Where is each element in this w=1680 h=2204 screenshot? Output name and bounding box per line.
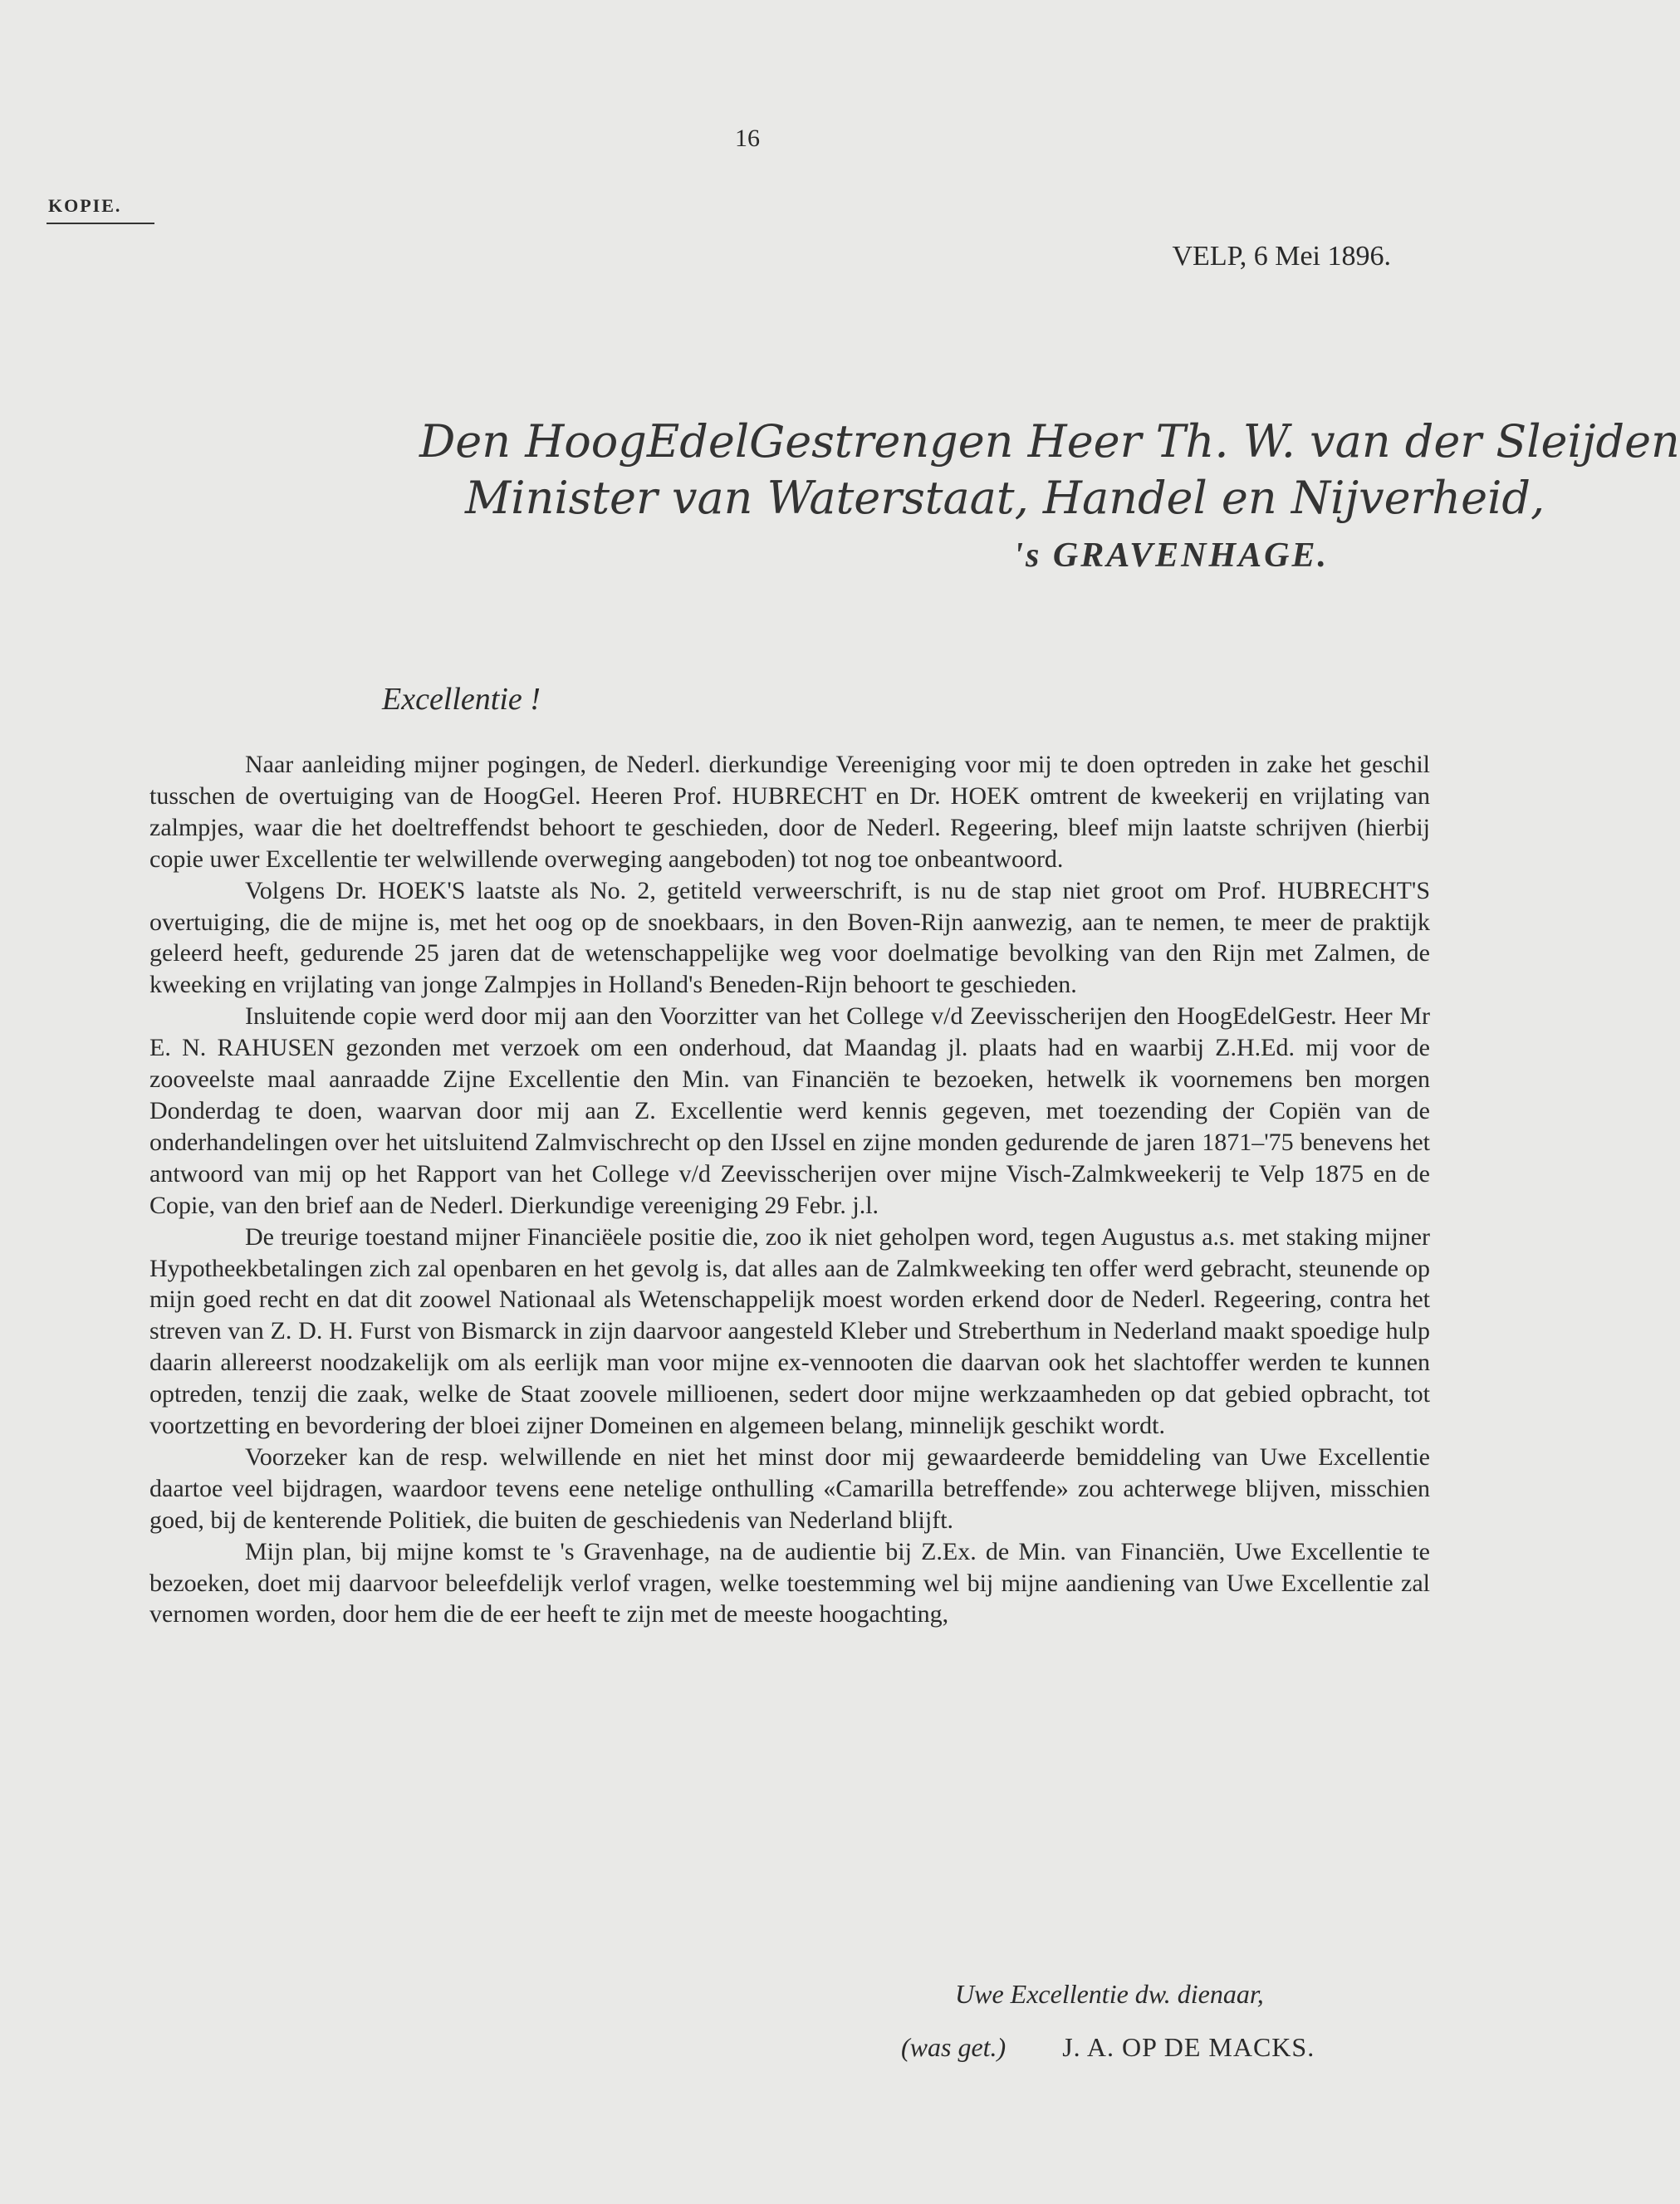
address-line-2: Minister van Waterstaat, Handel en Nijverheid, (465, 472, 1545, 524)
salutation: Excellentie ! (382, 682, 541, 717)
paragraph: De treurige toestand mijner Financiëele positie die, zoo ik niet geholpen word, tegen Augustus a.s. met staking mijner Hypotheekbetalingen zich zal openbaren en het gevolg is, dat alles aan de Zalmkweeking ten offer werd gebracht, steunende op mijn goed recht en dat dit zoowel Nationaal als Wetenschappelijk moest worden erkend door de Nederl. Regeering, contra het streven van Z. D. H. Furst von Bismarck in zijn daarvoor aangesteld Kleber und Streberthum in Nederland maakt spoedige hulp daarin allereerst noodzakelijk om als eerlijk man voor mijne ex-vennooten die daarvan ook het slachtoffer werden te kunnen optreden, tenzij die zaak, welke de Staat zoovele millioenen, sedert door mijne werkzaamheden op dat gebied opbracht, tot voortzetting en bevordering der bloei zijner Domeinen en algemeen belang, minnelijk geschikt wordt. (149, 1222, 1430, 1440)
dateline: VELP, 6 Mei 1896. (1172, 241, 1391, 272)
paragraph: Insluitende copie werd door mij aan den Voorzitter van het College v/d Zeevisscherijen den HoogEdelGestr. Heer Mr E. N. RAHUSEN gezonden met verzoek om een onderhoud, dat Maandag jl. plaats had en waarbij Z.H.Ed. mij voor de zooveelste maal aanraadde Zijne Excellentie den Min. van Financiën te bezoeken, hetwelk ik voornemens ben morgen Donderdag te doen, waarvan door mij aan Z. Excellentie werd kennis gegeven, met toezending der Copiën van de onderhandelingen over het uitsluitend Zalmvischrecht op den IJssel en zijne monden gedurende de jaren 1871–'75 benevens het antwoord van mij op het Rapport van het College v/d Zeevisscherijen over mijne Visch-Zalmkweekerij te Velp 1875 en de Copie, van den brief aan de Nederl. Dierkundige vereeniging 29 Febr. j.l. (149, 1002, 1430, 1219)
kopie-label: KOPIE. (48, 195, 122, 216)
signature-block (901, 2032, 1315, 2063)
paragraph: Voorzeker kan de resp. welwillende en niet het minst door mij gewaardeerde bemiddeling van Uwe Excellentie daartoe veel bijdragen, waardoor tevens eene netelige onthulling «Camarilla betreffende» zou achterwege blijven, misschien goed, bij de kenterende Politiek, die buiten de geschiedenis van Nederland blijft. (149, 1442, 1430, 1534)
closing-line: Uwe Excellentie dw. dienaar, (955, 1979, 1264, 2009)
paragraph: Volgens Dr. HOEK'S laatste als No. 2, getiteld verweerschrift, is nu de stap niet groot om Prof. HUBRECHT'S overtuiging, die de mijne is, met het oog op de snoekbaars, in den Boven-Rijn aanwezig, aan te nemen, te meer de praktijk geleerd heeft, gedurende 25 jaren dat de wetenschappelijke weg voor doelmatige bevolking van den Rijn met Zalmen, de kweeking en vrijlating van jonge Zalmpjes in Holland's Beneden-Rijn behoort te geschieden. (149, 876, 1430, 999)
paragraph: Mijn plan, bij mijne komst te 's Gravenhage, na de audientie bij Z.Ex. de Min. van Financiën, Uwe Excellentie te bezoeken, doet mij daarvoor beleefdelijk verlof vragen, welke toestemming wel bij mijne aandiening van Uwe Excellentie zal vernomen worden, door hem die de eer heeft te zijn met de meeste hoogachting, (149, 1537, 1430, 1629)
address-line-3: 's GRAVENHAGE. (1013, 536, 1329, 575)
kopie-underline (47, 223, 154, 224)
address-line-1: Den HoogEdelGestrengen Heer Th. W. van der Sleijden (419, 415, 1680, 468)
letter-body (149, 749, 1430, 1630)
signature: J. A. OP DE MACKS. (1062, 2032, 1315, 2062)
paragraph: Naar aanleiding mijner pogingen, de Nederl. dierkundige Vereeniging voor mij te doen optreden in zake het geschil tusschen de overtuiging van de HoogGel. Heeren Prof. HUBRECHT en Dr. HOEK omtrent de kweekerij en vrijlating van zalmpjes, waar die het doeltreffendst behoort te geschieden, door de Nederl. Regeering, bleef mijn laatste schrijven (hierbij copie uwer Excellentie ter welwillende overweging aangeboden) tot nog toe onbeantwoord. (149, 751, 1430, 873)
was-get-label: (was get.) (901, 2032, 1007, 2062)
page-number: 16 (735, 125, 760, 152)
